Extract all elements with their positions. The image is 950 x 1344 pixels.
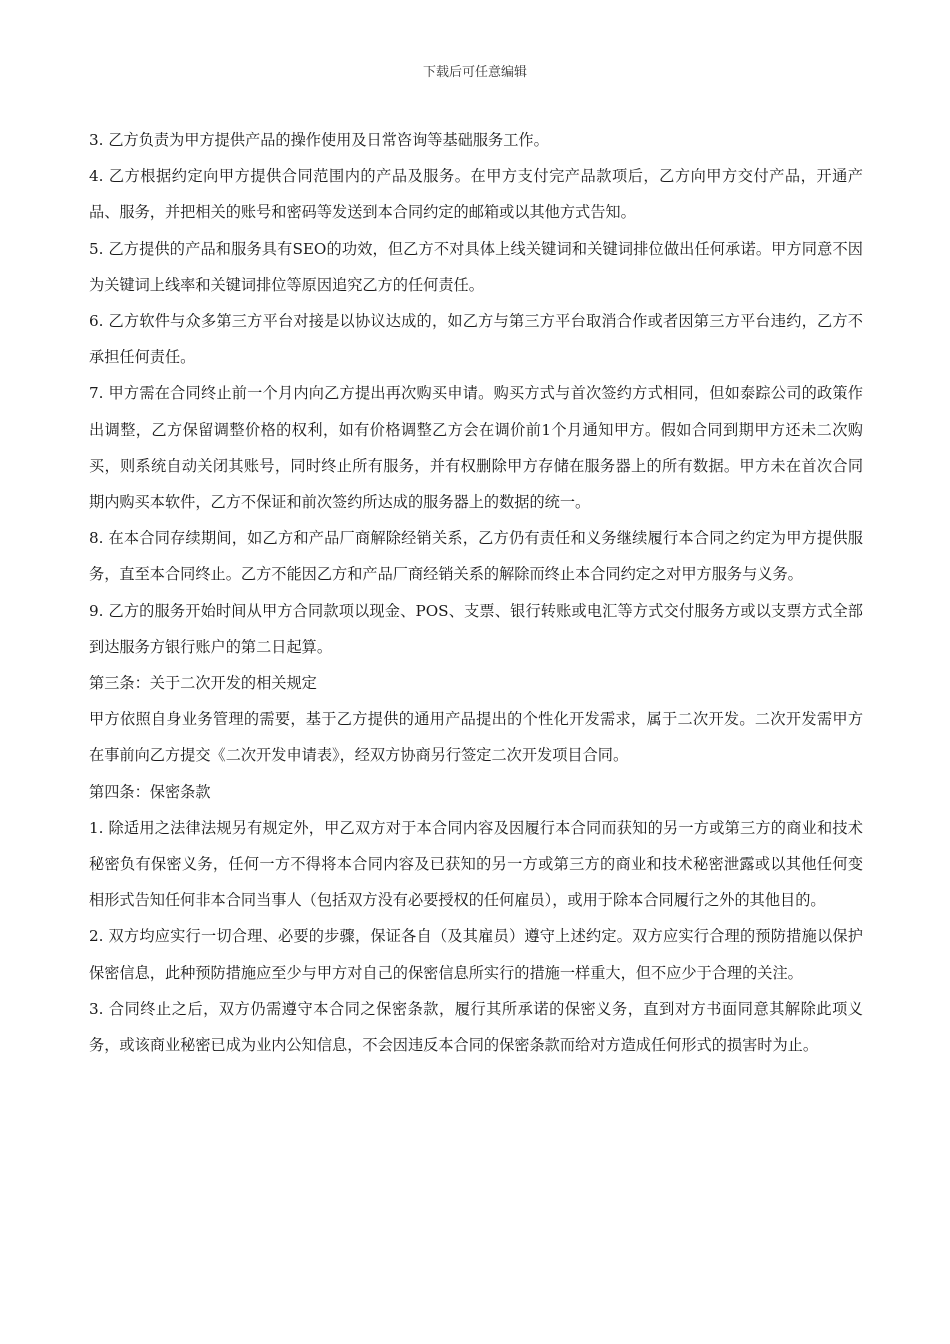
clause-paragraph: 6. 乙方软件与众多第三方平台对接是以协议达成的，如乙方与第三方平台取消合作或者因第三方平台违约，乙方不承担任何责任。 bbox=[89, 312, 863, 367]
page-header: 下载后可任意编辑 bbox=[422, 65, 527, 80]
document-body bbox=[89, 122, 863, 1063]
clause-paragraph: 4. 乙方根据约定向甲方提供合同范围内的产品及服务。在甲方支付完产品款项后，乙方向甲方交付产品，开通产品、服务，并把相关的账号和密码等发送到本合同约定的邮箱或以其他方式告知。 bbox=[89, 167, 863, 222]
section-heading: 第四条：保密条款 bbox=[89, 782, 211, 801]
clause-paragraph: 7. 甲方需在合同终止前一个月内向乙方提出再次购买申请。购买方式与首次签约方式相同，但如泰踪公司的政策作出调整，乙方保留调整价格的权利，如有价格调整乙方会在调价前1个月通知甲方。假如合同到期甲方还未二次购买，则系统自动关闭其账号，同时终止所有服务，并有权删除甲方存储在服务器上的所有数据。甲方未在首次合同期内购买本软件，乙方不保证和前次签约所达成的服务器上的数据的统一。 bbox=[89, 384, 863, 512]
clause-paragraph: 1. 除适用之法律法规另有规定外，甲乙双方对于本合同内容及因履行本合同而获知的另一方或第三方的商业和技术秘密负有保密义务，任何一方不得将本合同内容及已获知的另一方或第三方的商业和技术秘密泄露或以其他任何变相形式告知任何非本合同当事人（包括双方没有必要授权的任何雇员），或用于除本合同履行之外的其他目的。 bbox=[89, 818, 863, 910]
clause-paragraph: 甲方依照自身业务管理的需要，基于乙方提供的通用产品提出的个性化开发需求，属于二次开发。二次开发需甲方在事前向乙方提交《二次开发申请表》，经双方协商另行签定二次开发项目合同。 bbox=[89, 710, 863, 765]
section-heading: 第三条：关于二次开发的相关规定 bbox=[89, 674, 317, 693]
clause-paragraph: 3. 合同终止之后，双方仍需遵守本合同之保密条款，履行其所承诺的保密义务，直到对方书面同意其解除此项义务，或该商业秘密已成为业内公知信息，不会因违反本合同的保密条款而给对方造成任何形式的损害时为止。 bbox=[89, 999, 863, 1055]
clause-paragraph: 8. 在本合同存续期间，如乙方和产品厂商解除经销关系，乙方仍有责任和义务继续履行本合同之约定为甲方提供服务，直至本合同终止。乙方不能因乙方和产品厂商经销关系的解除而终止本合同约定之对甲方服务与义务。 bbox=[89, 529, 863, 584]
clause-paragraph: 3. 乙方负责为甲方提供产品的操作使用及日常咨询等基础服务工作。 bbox=[89, 131, 549, 149]
clause-paragraph: 9. 乙方的服务开始时间从甲方合同款项以现金、POS、支票、银行转账或电汇等方式交付服务方或以支票方式全部到达服务方银行账户的第二日起算。 bbox=[89, 601, 863, 656]
clause-paragraph: 5. 乙方提供的产品和服务具有SEO的功效，但乙方不对具体上线关键词和关键词排位做出任何承诺。甲方同意不因为关键词上线率和关键词排位等原因追究乙方的任何责任。 bbox=[89, 239, 863, 294]
clause-paragraph: 2. 双方均应实行一切合理、必要的步骤，保证各自（及其雇员）遵守上述约定。双方应实行合理的预防措施以保护保密信息，此种预防措施应至少与甲方对自己的保密信息所实行的措施一样重大，但不应少于合理的关注。 bbox=[89, 927, 863, 982]
